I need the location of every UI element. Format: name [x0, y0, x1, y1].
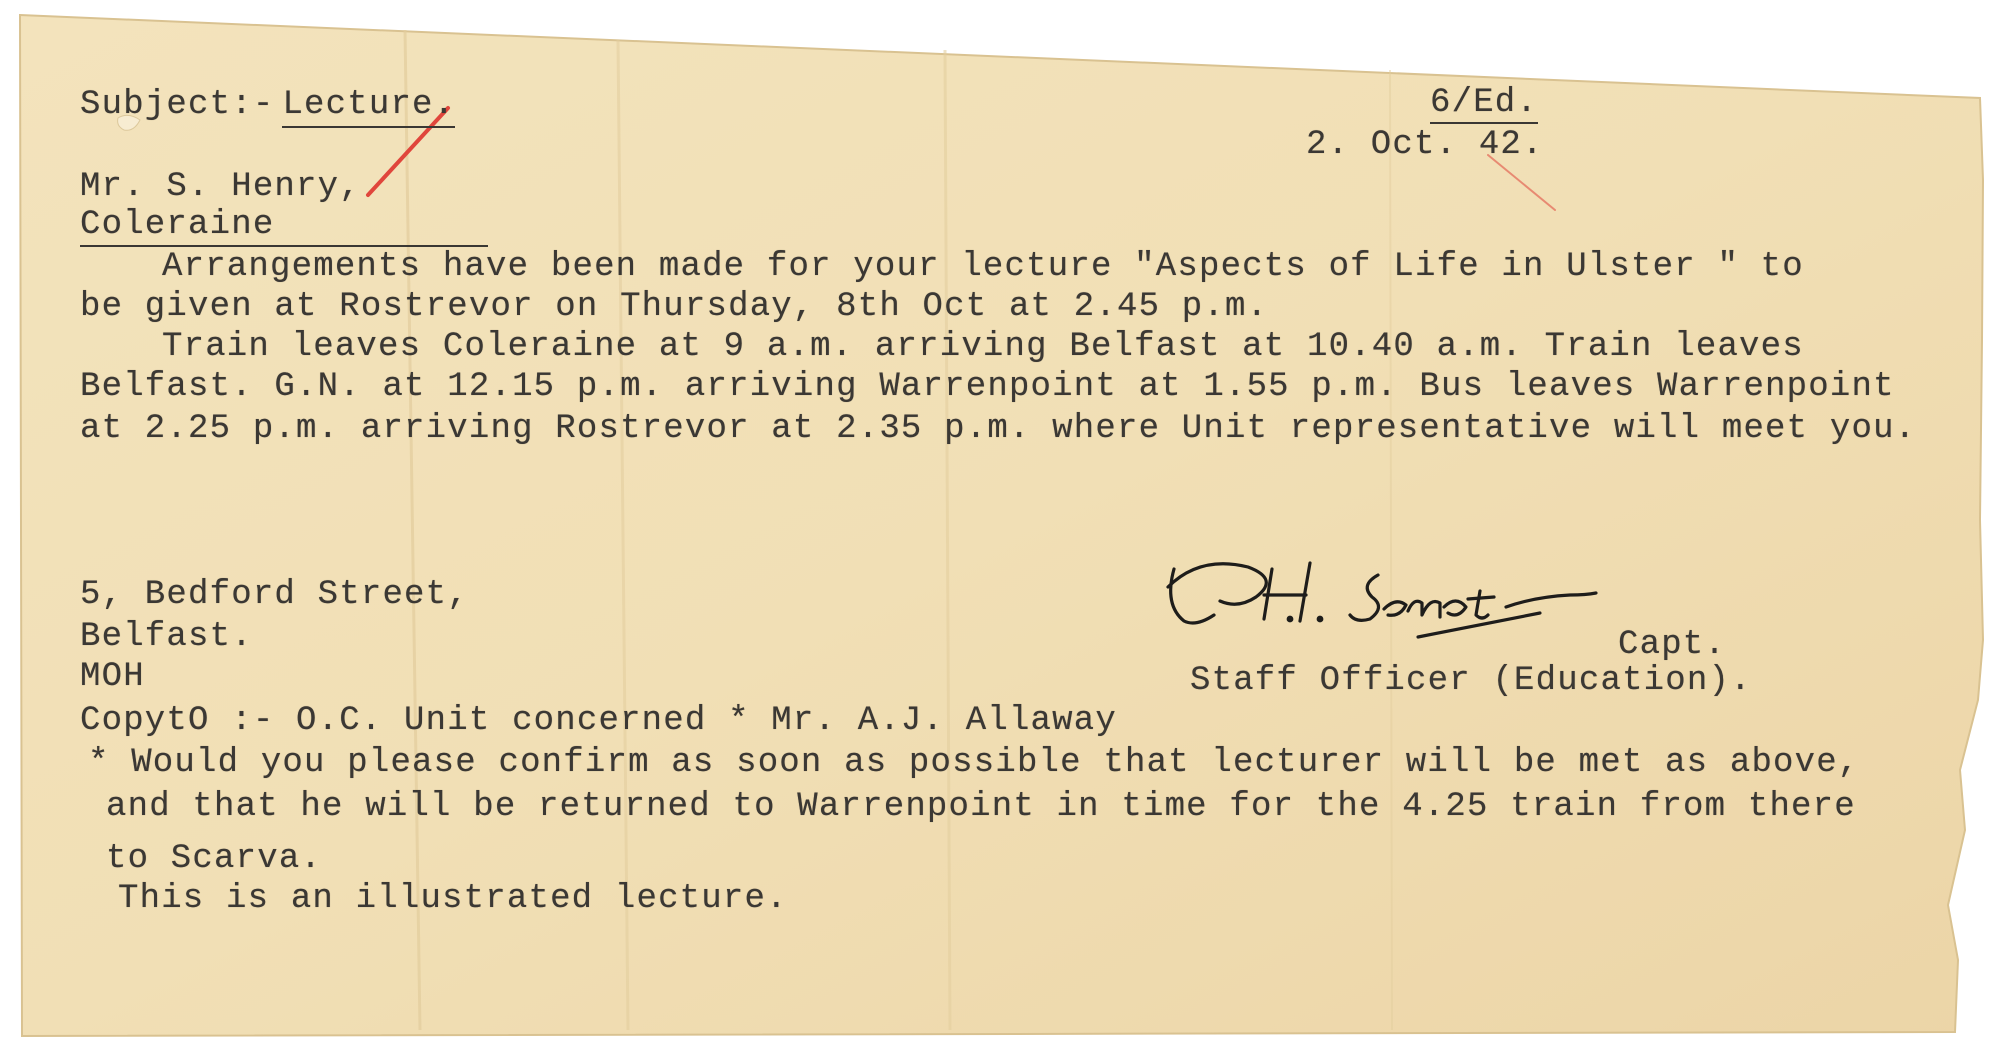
- postscript-line: to Scarva.: [106, 840, 323, 878]
- copy-to-line: CopytO :- O.C. Unit concerned * Mr. A.J. Allaway: [80, 702, 1117, 740]
- postscript-line: This is an illustrated lecture.: [118, 880, 788, 918]
- subject-value: Lecture.: [282, 86, 455, 128]
- letter-date: 2. Oct. 42.: [1306, 126, 1544, 164]
- postscript-line: * Would you please confirm as soon as possible that lecturer will be met as above,: [88, 744, 1860, 782]
- signer-title: Staff Officer (Education).: [1190, 662, 1752, 700]
- subject-label: Subject:-: [80, 86, 275, 124]
- signature: [1160, 545, 1610, 655]
- body-line: Belfast. G.N. at 12.15 p.m. arriving Warrenpoint at 1.55 p.m. Bus leaves Warrenpoint: [80, 368, 1895, 406]
- body-line: at 2.25 p.m. arriving Rostrevor at 2.35 p.m. where Unit representative will meet you.: [80, 410, 1917, 448]
- reference-number: 6/Ed.: [1430, 84, 1539, 122]
- sender-address-line: Belfast.: [80, 618, 253, 656]
- signer-rank: Capt.: [1618, 626, 1727, 664]
- recipient-name: Mr. S. Henry,: [80, 168, 361, 206]
- typist-initials: MOH: [80, 658, 145, 696]
- postscript-line: and that he will be returned to Warrenpoint in time for the 4.25 train from there: [106, 788, 1856, 826]
- sender-address-line: 5, Bedford Street,: [80, 576, 469, 614]
- body-line: be given at Rostrevor on Thursday, 8th Oct at 2.45 p.m.: [80, 288, 1269, 326]
- subject-line: [80, 88, 455, 122]
- recipient-town: Coleraine: [80, 208, 488, 247]
- body-line: Arrangements have been made for your lecture "Aspects of Life in Ulster " to: [162, 248, 1804, 286]
- body-line: Train leaves Coleraine at 9 a.m. arriving Belfast at 10.40 a.m. Train leaves: [162, 328, 1804, 366]
